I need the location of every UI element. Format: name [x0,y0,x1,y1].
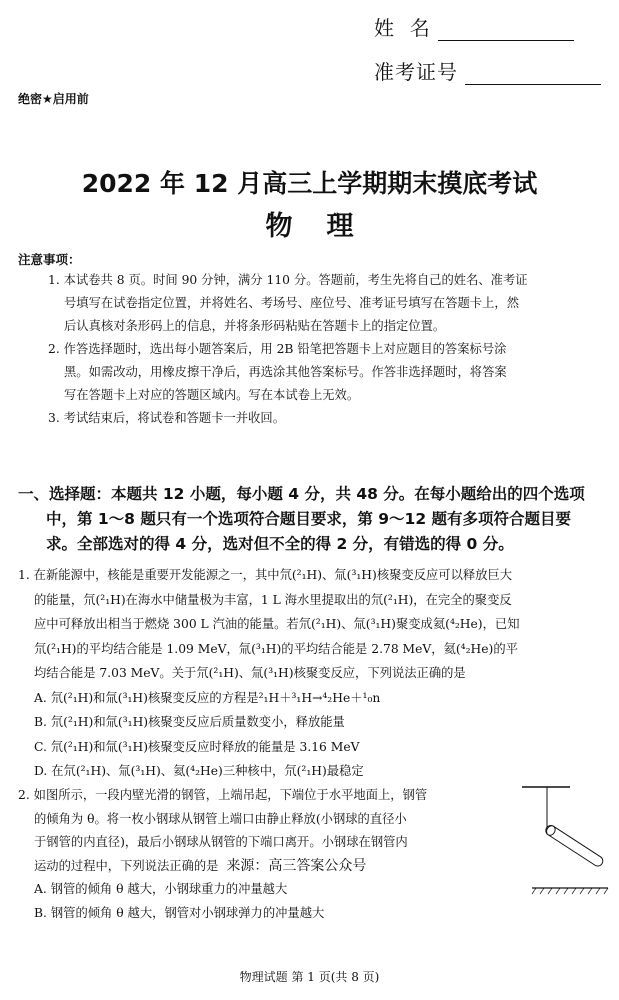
name-label: 姓 名 [374,16,431,40]
question-line: 均结合能是 7.03 MeV。关于氘(²₁H)、氚(³₁H)核聚变反应，下列说法正确的是 [34,666,466,680]
notes-line: 2. 作答选择题时，选出每小题答案后，用 2B 铅笔把答题卡上对应题目的答案标号涂 [48,342,507,356]
subject-title: 物理 [265,211,388,242]
option-a: A. 钢管的倾角 θ 越大，小钢球重力的冲量越大 [34,882,288,896]
question-line: 应中可释放出相当于燃烧 300 L 汽油的能量。若氘(²₁H)、氚(³₁H)聚变成氦(⁴₂He)，已知 [34,617,520,631]
option-a: A. 氘(²₁H)和氚(³₁H)核聚变反应的方程是²₁H＋³₁H→⁴₂He＋¹₀n [34,690,381,705]
exam-title: 2022 年 12 月高三上学期期末摸底考试 [81,169,538,198]
notes-block [48,269,608,430]
option-c: C. 氘(²₁H)和氚(³₁H)核聚变反应时释放的能量是 3.16 MeV [34,739,360,754]
option-d: D. 在氘(²₁H)、氚(³₁H)、氦(⁴₂He)三种核中，氘(²₁H)最稳定 [34,764,364,778]
steel-pipe-figure [520,785,612,897]
notes-line: 3. 考试结束后，将试卷和答题卡一并收回。 [48,411,285,425]
section-line: 求。全部选对的得 4 分，选对但不全的得 2 分，有错选的得 0 分。 [46,535,514,553]
question-text: 运动的过程中，下列说法正确的是 [34,858,219,873]
secret-label: 绝密★启用前 [18,92,89,106]
question-1 [18,563,618,784]
question-line: 氘(²₁H)的平均结合能是 1.09 MeV，氚(³₁H)的平均结合能是 2.78 MeV，氦(⁴₂He)的平 [34,641,518,656]
notes-heading: 注意事项： [18,252,81,267]
notes-line: 1. 本试卷共 8 页。时间 90 分钟，满分 110 分。答题前，考生先将自己的姓名、准考证 [48,273,528,287]
name-field [374,12,574,41]
question-line: 的倾角为 θ。将一枚小钢球从钢管上端口由静止释放(小钢球的直径小 [34,811,407,826]
name-blank [438,18,574,41]
section-line: 中，第 1～8 题只有一个选项符合题目要求，第 9～12 题有多项符合题目要 [46,510,572,528]
notes-line: 黑。如需改动，用橡皮擦干净后，再选涂其他答案标号。作答非选择题时，将答案 [64,365,507,379]
source-note: 来源：高三答案公众号 [226,857,367,874]
question-line: 1. 在新能源中，核能是重要开发能源之一，其中氘(²₁H)、氚(³₁H)核聚变反应可以释放巨大 [18,568,513,582]
id-field [374,56,601,85]
question-line: 2. 如图所示，一段内壁光滑的钢管，上端吊起，下端位于水平地面上，钢管 [18,788,428,802]
section-1-instructions [18,482,618,557]
question-line: 的能量，氘(²₁H)在海水中储量极为丰富，1 L 海水里提取出的氘(²₁H)，在完全的聚变反 [34,592,512,607]
option-b: B. 钢管的倾角 θ 越大，钢管对小钢球弹力的冲量越大 [34,905,325,920]
question-2 [18,784,508,925]
ground-hatch [532,888,608,894]
id-blank [465,62,601,85]
id-label: 准考证号 [374,60,458,84]
steel-pipe [544,824,605,868]
question-line: 于钢管的内直径)，最后小钢球从钢管的下端口离开。小钢球在钢管内 [34,835,408,849]
page-footer: 物理试题 第 1 页(共 8 页) [239,970,380,984]
section-line: 一、选择题：本题共 12 小题，每小题 4 分，共 48 分。在每小题给出的四个选项 [18,485,585,503]
notes-line: 写在答题卡上对应的答题区域内。写在本试卷上无效。 [64,388,360,402]
notes-line: 后认真核对条形码上的信息，并将条形码粘贴在答题卡上的指定位置。 [64,319,446,333]
notes-line: 号填写在试卷指定位置，并将姓名、考场号、座位号、准考证号填写在答题卡上，然 [64,296,519,310]
question-line [18,855,508,879]
option-b: B. 氘(²₁H)和氚(³₁H)核聚变反应后质量数变小，释放能量 [34,715,345,729]
